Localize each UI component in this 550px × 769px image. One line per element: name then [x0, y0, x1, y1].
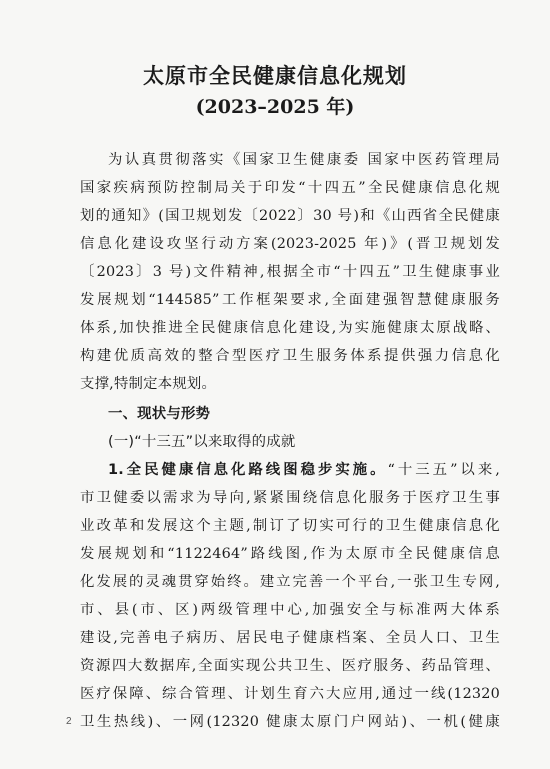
page-number: 2 [66, 716, 72, 727]
intro-line: 国家疾病预防控制局关于印发“十四五”全民健康信息化规 [80, 180, 500, 196]
paragraph-first-line [108, 460, 500, 480]
intro-line: 体系,加快推进全民健康信息化建设,为实施健康太原战略、 [80, 320, 500, 336]
intro-line: 发展规划“144585”工作框架要求,全面建强智慧健康服务 [80, 292, 500, 308]
paragraph-line: 业改革和发展这个主题,制订了切实可行的卫生健康信息化 [80, 518, 500, 534]
paragraph-lead: 1.全民健康信息化路线图稳步实施。 [108, 462, 388, 478]
paragraph-line: 化发展的灵魂贯穿始终。建立完善一个平台,一张卫生专网, [80, 574, 500, 590]
subsection-heading: (一)“十三五”以来取得的成就 [108, 434, 296, 450]
paragraph-line: 市、县(市、区)两级管理中心,加强安全与标准两大体系 [80, 602, 500, 618]
paragraph-line: 资源四大数据库,全面实现公共卫生、医疗服务、药品管理、 [80, 658, 500, 674]
paragraph-lead-rest: “十三五”以来, [387, 462, 500, 478]
intro-line: 为认真贯彻落实《国家卫生健康委 国家中医药管理局 [108, 152, 500, 168]
intro-line: 构建优质高效的整合型医疗卫生服务体系提供强力信息化 [80, 348, 500, 364]
paragraph-line: 市卫健委以需求为导向,紧紧围绕信息化服务于医疗卫生事 [80, 490, 500, 506]
intro-line: 信息化建设攻坚行动方案(2023-2025 年)》(晋卫规划发 [80, 236, 500, 252]
intro-line: 支撑,特制定本规划。 [80, 376, 217, 392]
intro-line: 〔2023〕3 号)文件精神,根据全市“十四五”卫生健康事业 [80, 264, 500, 280]
paragraph-line: 发展规划和“1122464”路线图,作为太原市全民健康信息 [80, 546, 500, 562]
paragraph-line: 医疗保障、综合管理、计划生育六大应用,通过一线(12320 [80, 686, 500, 702]
section-heading: 一、现状与形势 [108, 406, 211, 422]
document-title: 太原市全民健康信息化规划 [143, 63, 407, 88]
intro-line: 划的通知》(国卫规划发〔2022〕30 号)和《山西省全民健康 [80, 208, 500, 224]
document-subtitle: (2023–2025 年) [195, 96, 355, 118]
paragraph-line: 建设,完善电子病历、居民电子健康档案、全员人口、卫生 [80, 630, 500, 646]
paragraph-line: 卫生热线)、一网(12320 健康太原门户网站)、一机(健康 [80, 714, 500, 730]
